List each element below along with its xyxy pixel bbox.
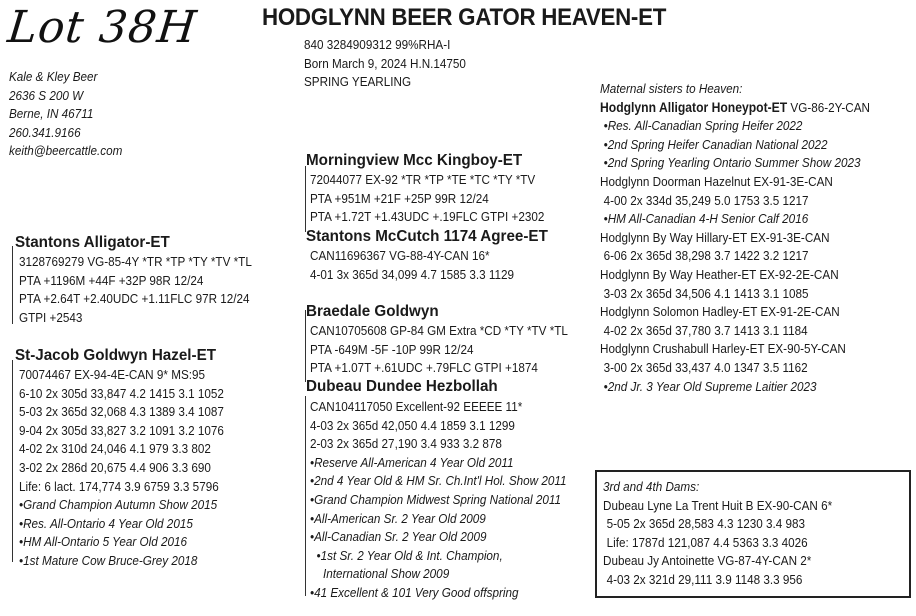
sister-line: 4-02 2x 365d 37,780 3.7 1413 3.1 1184	[603, 322, 808, 338]
sister-classification: EX-92-2E-CAN	[756, 266, 839, 282]
sire-sire-info	[310, 171, 544, 227]
dam-dam-name: Dubeau Dundee Hezbollah	[306, 378, 498, 395]
sister-classification: EX-90-5Y-CAN	[764, 341, 846, 357]
owner-street: 2636 S 200 W	[9, 87, 84, 103]
sister-entry	[600, 99, 870, 118]
dam-award: •Res. All-Ontario 4 Year Old 2015	[19, 515, 193, 531]
owner-name: Kale & Kley Beer	[9, 69, 98, 84]
dam-line: 6-10 2x 305d 33,847 4.2 1415 3.1 1052	[19, 385, 224, 401]
maternal-sisters	[600, 80, 870, 396]
dam-dam-award: •2nd 4 Year Old & HM Sr. Ch.Int'l Hol. Show 2011	[310, 473, 567, 489]
fourth-dam-classification: VG-87-4Y-CAN 2*	[714, 553, 812, 569]
dam-line: Life: 6 lact. 174,774 3.9 6759 3.3 5796	[19, 478, 219, 494]
dam-line: 5-03 2x 365d 32,068 4.3 1389 3.4 1087	[19, 404, 224, 420]
sire-name: Stantons Alligator-ET	[15, 234, 170, 251]
sister-classification: EX-91-3E-CAN	[750, 173, 833, 189]
dam-line: 3-02 2x 286d 20,675 4.4 906 3.3 690	[19, 459, 211, 475]
pedigree-bracket	[305, 396, 306, 596]
sister-name: Hodglynn Crushabull Harley-ET	[600, 341, 765, 357]
dam-sire-name: Braedale Goldwyn	[306, 303, 439, 320]
sister-line: •2nd Spring Heifer Canadian National 2022	[603, 136, 828, 152]
animal-title: HODGLYNN BEER GATOR HEAVEN-ET	[262, 4, 667, 31]
pedigree-bracket	[12, 360, 13, 562]
owner-phone: 260.341.9166	[9, 124, 81, 140]
sister-line: •2nd Jr. 3 Year Old Supreme Laitier 2023	[603, 378, 817, 394]
sire-sire-line: PTA +1.72T +1.43UDC +.19FLC GTPI +2302	[310, 209, 545, 225]
fourth-dam-entry	[603, 552, 832, 571]
dam-dam-award: •Grand Champion Midwest Spring National 2011	[310, 491, 562, 507]
owner-city: Berne, IN 46711	[9, 106, 94, 121]
sister-line: 6-06 2x 365d 38,298 3.7 1422 3.2 1217	[603, 248, 809, 264]
sister-entry	[600, 173, 870, 192]
dam-info	[19, 366, 224, 571]
sire-line: PTA +1196M +44F +32P 98R 12/24	[19, 272, 204, 288]
dam-award: •1st Mature Cow Bruce-Grey 2018	[19, 552, 198, 568]
owner-email: keith@beercattle.com	[9, 143, 123, 158]
dam-sire-line: PTA +1.07T +.61UDC +.79FLC GTPI +1874	[310, 360, 538, 376]
sire-line: GTPI +2543	[19, 309, 83, 325]
registration-line: 840 3284909312 99%RHA-I	[304, 37, 451, 52]
sister-name: Hodglynn By Way Hillary-ET	[600, 229, 747, 245]
dam-sire-info	[310, 322, 568, 378]
sire-sire-line: PTA +951M +21F +25P 99R 12/24	[310, 190, 489, 206]
sister-entry	[600, 303, 870, 322]
third-dam-classification: EX-90-CAN 6*	[753, 497, 833, 513]
dam-award: •HM All-Ontario 5 Year Old 2016	[19, 534, 187, 550]
fourth-dam-name: Dubeau Jy Antoinette	[603, 553, 715, 569]
third-dam-line: Life: 1787d 121,087 4.4 5363 3.3 4026	[606, 534, 808, 550]
dam-dam-line: CAN104117050 Excellent-92 EEEEE 11*	[310, 399, 523, 414]
dam-award: •Grand Champion Autumn Show 2015	[19, 497, 218, 513]
dam-name: St-Jacob Goldwyn Hazel-ET	[15, 347, 217, 364]
sire-dam-line: CAN11696367 VG-88-4Y-CAN 16*	[310, 248, 490, 263]
sister-name: Hodglynn By Way Heather-ET	[600, 266, 757, 282]
dam-dam-award: •All-American Sr. 2 Year Old 2009	[310, 510, 486, 526]
sire-line: 3128769279 VG-85-4Y *TR *TP *TY *TV *TL	[19, 254, 252, 269]
dam-line: 9-04 2x 305d 33,827 3.2 1091 3.2 1076	[19, 422, 224, 438]
dam-line: 4-02 2x 310d 24,046 4.1 979 3.3 802	[19, 441, 211, 457]
third-fourth-dams-box	[595, 470, 911, 598]
sister-line: 3-03 2x 365d 34,506 4.1 1413 3.1 1085	[603, 285, 809, 301]
sister-entry	[600, 266, 870, 285]
sister-line: 3-00 2x 365d 33,437 4.0 1347 3.5 1162	[603, 359, 808, 375]
sister-classification: VG-86-2Y-CAN	[787, 99, 870, 115]
third-dam-name: Dubeau Lyne La Trent Huit B	[603, 497, 754, 513]
dam-dam-award: •Reserve All-American 4 Year Old 2011	[310, 454, 514, 470]
sire-info	[19, 253, 252, 327]
pedigree-bracket	[305, 166, 306, 232]
sister-line: •2nd Spring Yearling Ontario Summer Show 2023	[603, 155, 861, 171]
dam-dam-award: •41 Excellent & 101 Very Good offspring	[310, 584, 519, 600]
sister-line: •Res. All-Canadian Spring Heifer 2022	[603, 118, 803, 134]
dam-sire-line: PTA -649M -5F -10P 99R 12/24	[310, 341, 474, 357]
owner-block	[9, 68, 122, 161]
dam-line: 70074467 EX-94-4E-CAN 9* MS:95	[19, 367, 206, 382]
sister-line: •HM All-Canadian 4-H Senior Calf 2016	[603, 211, 809, 227]
sire-sire-line: 72044077 EX-92 *TR *TP *TE *TC *TY *TV	[310, 172, 536, 187]
sister-name: Hodglynn Alligator Honeypot-ET	[600, 99, 788, 115]
sire-sire-name: Morningview Mcc Kingboy-ET	[306, 152, 523, 169]
sister-name: Hodglynn Solomon Hadley-ET	[600, 304, 758, 320]
dam-sire-line: CAN10705608 GP-84 GM Extra *CD *TY *TV *TL	[310, 323, 568, 338]
dam-dam-line: 2-03 2x 365d 27,190 3.4 933 3.2 878	[310, 436, 502, 452]
lot-number: Lot 38H	[5, 2, 200, 53]
registration-block	[304, 36, 466, 92]
registration-line: SPRING YEARLING	[304, 74, 412, 89]
fourth-dam-line: 4-03 2x 321d 29,111 3.9 1148 3.3 956	[606, 571, 803, 587]
sister-name: Hodglynn Doorman Hazelnut	[600, 173, 751, 189]
sister-classification: EX-91-3E-CAN	[746, 229, 830, 245]
sister-entry	[600, 340, 870, 359]
dam-dam-info	[310, 398, 567, 603]
registration-line: Born March 9, 2024 H.N.14750	[304, 55, 466, 71]
sire-line: PTA +2.64T +2.40UDC +1.11FLC 97R 12/24	[19, 291, 250, 307]
dam-dam-award: •All-Canadian Sr. 2 Year Old 2009	[310, 529, 487, 545]
third-dam-entry	[603, 497, 832, 516]
dam-dam-line: 4-03 2x 365d 42,050 4.4 1859 3.1 1299	[310, 417, 515, 433]
sire-dam-info	[310, 247, 514, 284]
dams-heading: 3rd and 4th Dams:	[603, 479, 700, 494]
dam-dam-award: International Show 2009	[310, 566, 450, 582]
sire-dam-line: 4-01 3x 365d 34,099 4.7 1585 3.3 1129	[310, 266, 515, 282]
sister-line: 4-00 2x 334d 35,249 5.0 1753 3.5 1217	[603, 192, 809, 208]
maternal-heading: Maternal sisters to Heaven:	[600, 81, 743, 96]
sister-entry	[600, 229, 870, 248]
third-dam-line: 5-05 2x 365d 28,583 4.3 1230 3.4 983	[606, 516, 806, 532]
dams-box-content	[603, 478, 832, 590]
dam-dam-award: •1st Sr. 2 Year Old & Int. Champion,	[310, 547, 503, 563]
pedigree-bracket	[12, 246, 13, 324]
sister-classification: EX-91-2E-CAN	[757, 304, 840, 320]
sire-dam-name: Stantons McCutch 1174 Agree-ET	[306, 228, 548, 245]
